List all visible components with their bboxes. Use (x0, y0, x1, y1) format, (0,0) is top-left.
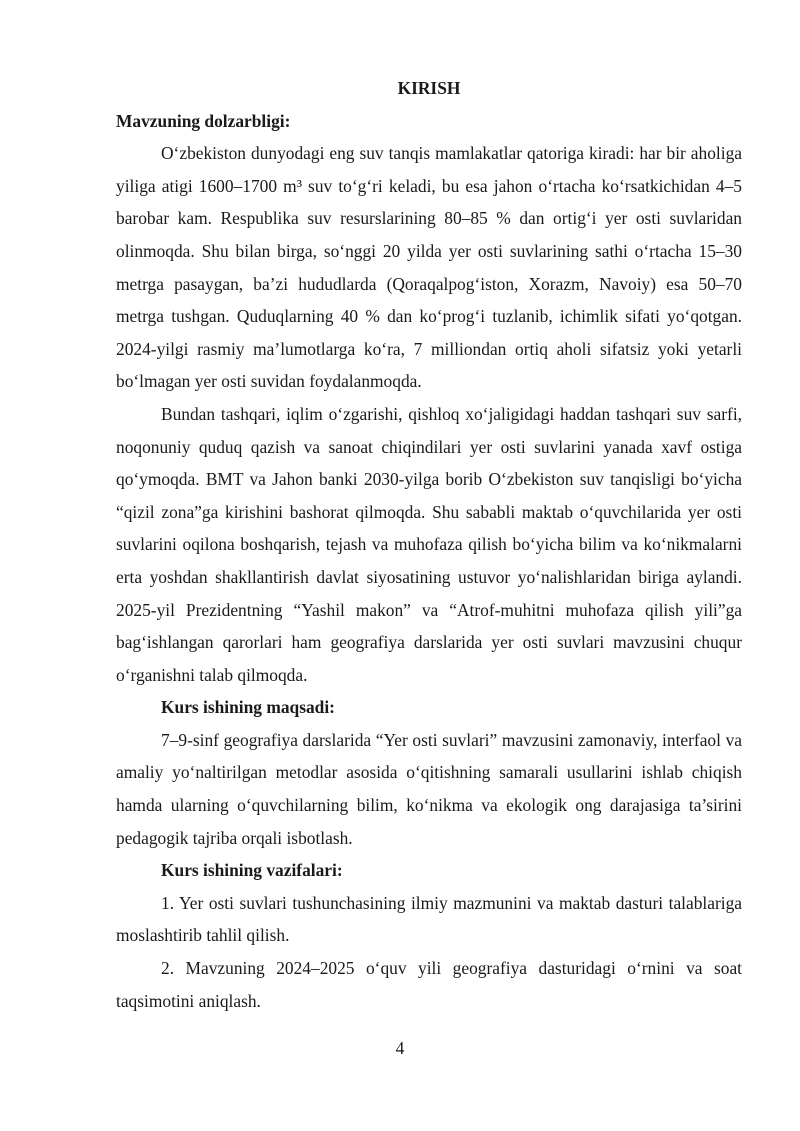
relevance-paragraph-1: O‘zbekiston dunyodagi eng suv tanqis mamlakatlar qatoriga kiradi: har bir aholiga yiliga atigi 1600–1700 m³ suv to‘g‘ri keladi, bu esa jahon o‘rtacha ko‘rsatkichidan 4–5 barobar kam. Respublika suv resurslarining 80–85 % dan ortig‘i yer osti suvlaridan olinmoqda. Shu bilan birga, so‘nggi 20 yilda yer osti suvlarining sathi o‘rtacha 15–30 metrga pasaygan, ba’zi hududlarda (Qoraqalpog‘iston, Xorazm, Navoiy) esa 50–70 metrga tushgan. Quduqlarning 40 % dan ko‘prog‘i tuzlanib, ichimlik sifati yo‘qotgan. 2024-yilgi rasmiy ma’lumotlarga ko‘ra, 7 milliondan ortiq aholi sifatsiz yoki yetarli bo‘lmagan yer osti suvidan foydalanmoqda. (116, 143, 742, 392)
relevance-heading: Mavzuning dolzarbligi: (116, 110, 291, 131)
goal-heading: Kurs ishining maqsadi: (161, 697, 335, 718)
task-item-1: 1. Yer osti suvlari tushunchasining ilmiy mazmunini va maktab dasturi talablariga moslashtirib tahlil qilish. (116, 892, 742, 946)
document-page (116, 72, 742, 1017)
tasks-heading: Kurs ishining vazifalari: (161, 860, 343, 881)
document-title: KIRISH (397, 78, 461, 98)
task-item-2: 2. Mavzuning 2024–2025 o‘quv yili geografiya dasturidagi o‘rnini va soat taqsimotini aniqlash. (116, 958, 742, 1011)
relevance-paragraph-2: Bundan tashqari, iqlim o‘zgarishi, qishloq xo‘jaligidagi haddan tashqari suv sarfi, noqonuniy quduq qazish va sanoat chiqindilari yer osti suvlarini yanada xavf ostiga qo‘ymoqda. BMT va Jahon banki 2030-yilga borib O‘zbekiston suv tanqisligi bo‘yicha “qizil zona”ga kirishini bashorat qilmoqda. Shu sababli maktab o‘quvchilarida yer osti suvlarini oqilona boshqarish, tejash va muhofaza qilish bo‘yicha bilim va ko‘nikmalarni erta yoshdan shakllantirish davlat siyosatining ustuvor yo‘nalishlaridan biriga aylandi. 2025-yil Prezidentning “Yashil makon” va “Atrof-muhitni muhofaza qilish yili”ga bag‘ishlangan qarorlari ham geografiya darslarida yer osti suvlari mavzusini chuqur o‘rganishni talab qilmoqda. (116, 403, 742, 685)
page-number: 4 (395, 1038, 405, 1058)
goal-paragraph: 7–9-sinf geografiya darslarida “Yer osti suvlari” mavzusini zamonaviy, interfaol va amaliy yo‘naltirilgan metodlar asosida o‘qitishning samarali usullarini ishlab chiqish hamda ularning o‘quvchilarning bilim, ko‘nikma va ekologik ong darajasiga ta’sirini pedagogik tajriba orqali isbotlash. (116, 729, 742, 848)
